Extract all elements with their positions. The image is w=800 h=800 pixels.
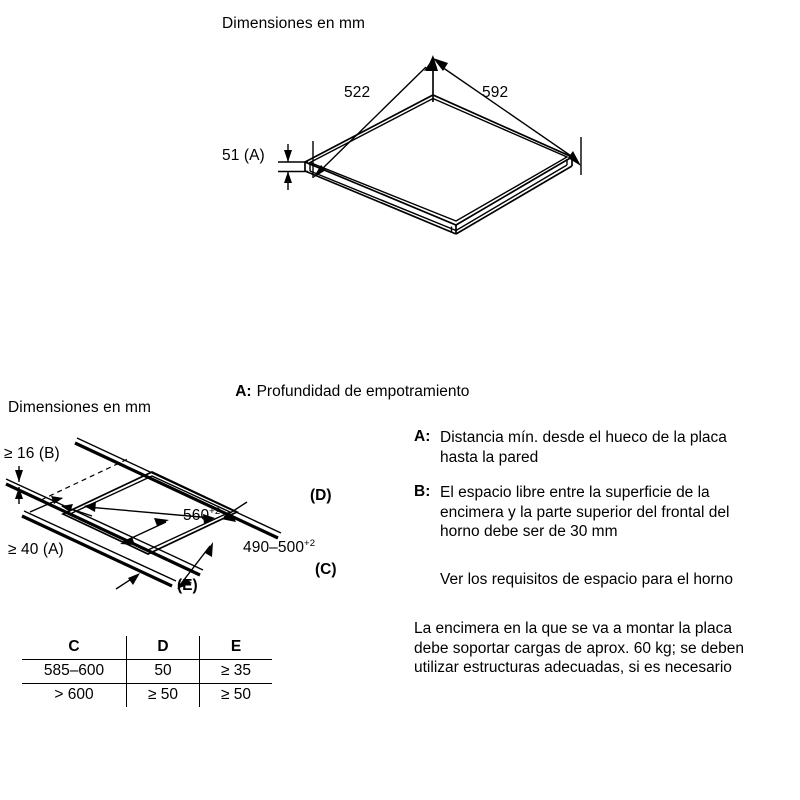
table-row — [22, 684, 272, 708]
cutout-svg — [0, 420, 400, 635]
note-oven-space — [414, 570, 766, 590]
note-b — [414, 483, 766, 542]
table-cell-e: ≥ 35 — [200, 660, 273, 684]
cutout-plan-diagram — [0, 420, 400, 630]
table-header-row — [22, 636, 272, 660]
legend-a-text: Profundidad de empotramiento — [256, 382, 470, 400]
callout-label-e: (E) — [177, 577, 198, 594]
note-a-text: Distancia mín. desde el hueco de la placa hasta la pared — [440, 429, 727, 466]
dimension-label-width: 592 — [482, 84, 509, 101]
label-cutout-width-tol: +2 — [209, 505, 221, 517]
callout-label-d: (D) — [310, 487, 332, 504]
label-cutout-depth-text: 490–500 — [243, 539, 305, 556]
callout-label-c: (C) — [315, 561, 337, 578]
dimension-cutout-depth — [120, 518, 169, 545]
label-cutout-width-text: 560 — [183, 507, 210, 524]
notes-column — [414, 428, 766, 678]
table-head — [22, 636, 272, 660]
dimension-592 — [433, 58, 581, 175]
legend-a-depth — [218, 368, 469, 415]
cooktop-body — [305, 95, 572, 234]
label-b-clearance — [4, 446, 60, 462]
legend-a-key: A: — [235, 382, 252, 400]
table-cell-d: 50 — [127, 660, 200, 684]
diagram-top-heading: Dimensiones en mm — [222, 15, 365, 32]
clearance-table — [22, 636, 272, 707]
table-header-e: E — [200, 636, 273, 660]
label-b-clearance-text: ≥ 16 (B) — [4, 445, 60, 462]
note-b-key: B: — [414, 483, 431, 500]
dimension-51A — [278, 144, 308, 190]
table-cell-c: 585–600 — [22, 660, 127, 684]
label-cutout-depth-tol: +2 — [304, 537, 316, 549]
table-cell-d: ≥ 50 — [127, 684, 200, 708]
table-cell-c: > 600 — [22, 684, 127, 708]
note-b-text: El espacio libre entre la superficie de la encimera y la parte superior del frontal del horno debe ser de 30 mm — [440, 484, 730, 540]
label-a-clearance — [8, 542, 64, 558]
note-load-capacity — [414, 619, 766, 678]
note-load-capacity-text: La encimera en la que se va a montar la placa debe soportar cargas de aprox. 60 kg; se deben utilizar estructuras adecuadas, si es necesario — [414, 620, 745, 676]
worktop-front-edge — [6, 479, 176, 586]
label-cutout-width — [183, 505, 221, 524]
diagram-bottom-heading: Dimensiones en mm — [8, 399, 151, 416]
worktop-front-edge-right — [168, 555, 203, 575]
label-a-clearance-text: ≥ 40 (A) — [8, 541, 64, 558]
note-a-key: A: — [414, 428, 431, 445]
dimension-522 — [313, 55, 438, 178]
dimension-label-height — [222, 148, 265, 164]
callout-e-leader — [116, 573, 140, 589]
table-header-d: D — [127, 636, 200, 660]
construction-dashed-line — [41, 458, 130, 500]
dimension-label-depth: 522 — [344, 84, 371, 101]
table-header-c: C — [22, 636, 127, 660]
label-cutout-depth — [243, 537, 316, 556]
note-oven-space-text: Ver los requisitos de espacio para el horno — [440, 570, 733, 588]
table-body — [22, 660, 272, 708]
dimension-label-height-text: 51 (A) — [222, 147, 265, 164]
table-row — [22, 660, 272, 684]
note-a — [414, 428, 766, 467]
table-cell-e: ≥ 50 — [220, 686, 252, 703]
